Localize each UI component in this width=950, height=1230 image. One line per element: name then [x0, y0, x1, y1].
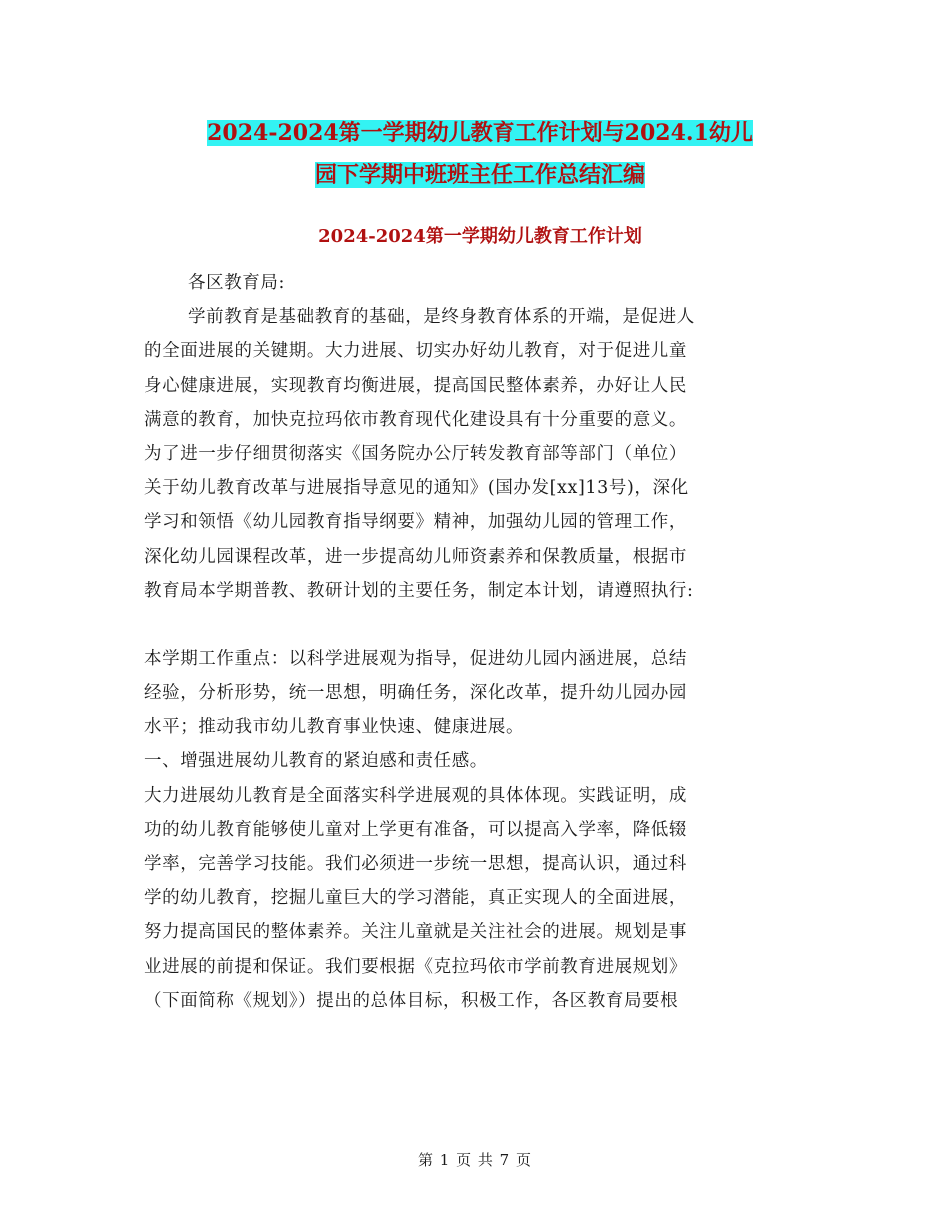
paragraph-line: 深化幼儿园课程改革，进一步提高幼儿师资素养和保教质量，根据市 — [144, 546, 687, 567]
paragraph-line: 关于幼儿教育改革与进展指导意见的通知》(国办发[xx]13号)，深化 — [144, 478, 689, 499]
paragraph-line: （下面简称《规划》）提出的总体目标，积极工作，各区教育局要根 — [144, 990, 679, 1011]
paragraph-line: 功的幼儿教育能够使儿童对上学更有准备，可以提高入学率，降低辍 — [144, 819, 687, 840]
section-heading: 一、增强进展幼儿教育的紧迫感和责任感。 — [144, 751, 488, 772]
paragraph-line: 满意的教育，加快克拉玛依市教育现代化建设具有十分重要的意义。 — [144, 409, 687, 430]
paragraph-line: 学率，完善学习技能。我们必须进一步统一思想，提高认识，通过科 — [144, 854, 687, 874]
section-title: 2024-2024第一学期幼儿教育工作计划 — [318, 226, 642, 247]
document-body — [144, 266, 804, 1018]
paragraph-line: 为了进一步仔细贯彻落实《国务院办公厅转发教育部等部门（单位） — [144, 443, 687, 464]
paragraph-line: 教育局本学期普教、教研计划的主要任务，制定本计划，请遵照执行: — [144, 580, 694, 601]
paragraph-line: 的全面进展的关键期。大力进展、切实办好幼儿教育，对于促进儿童 — [144, 341, 687, 362]
document-title — [140, 112, 820, 196]
paragraph-line: 经验，分析形势，统一思想，明确任务，深化改革，提升幼儿园办园 — [144, 683, 687, 704]
paragraph-line: 学前教育是基础教育的基础，是终身教育体系的开端，是促进人 — [188, 307, 695, 328]
paragraph-line: 本学期工作重点：以科学进展观为指导，促进幼儿园内涵进展，总结 — [144, 648, 687, 669]
page-footer: 第 1 页 共 7 页 — [418, 1151, 532, 1169]
paragraph-line: 水平；推动我市幼儿教育事业快速、健康进展。 — [144, 717, 525, 738]
paragraph-gap — [144, 608, 804, 642]
paragraph-line: 大力进展幼儿教育是全面落实科学进展观的具体体现。实践证明，成 — [144, 785, 687, 806]
title-line-2: 园下学期中班班主任工作总结汇编 — [314, 162, 645, 188]
paragraph-line: 学习和领悟《幼儿园教育指导纲要》精神，加强幼儿园的管理工作， — [144, 512, 687, 533]
title-line-1: 2024-2024第一学期幼儿教育工作计划与2024.1幼儿 — [207, 120, 753, 146]
paragraph-line: 身心健康进展，实现教育均衡进展，提高国民整体素养，办好让人民 — [144, 375, 687, 396]
paragraph-line: 努力提高国民的整体素养。关注儿童就是关注社会的进展。规划是事 — [144, 922, 687, 943]
paragraph-line: 业进展的前提和保证。我们要根据《克拉玛依市学前教育进展规划》 — [144, 956, 687, 977]
paragraph-line: 学的幼儿教育，挖掘儿童巨大的学习潜能，真正实现人的全面进展， — [144, 888, 687, 909]
salutation: 各区教育局: — [188, 273, 285, 293]
